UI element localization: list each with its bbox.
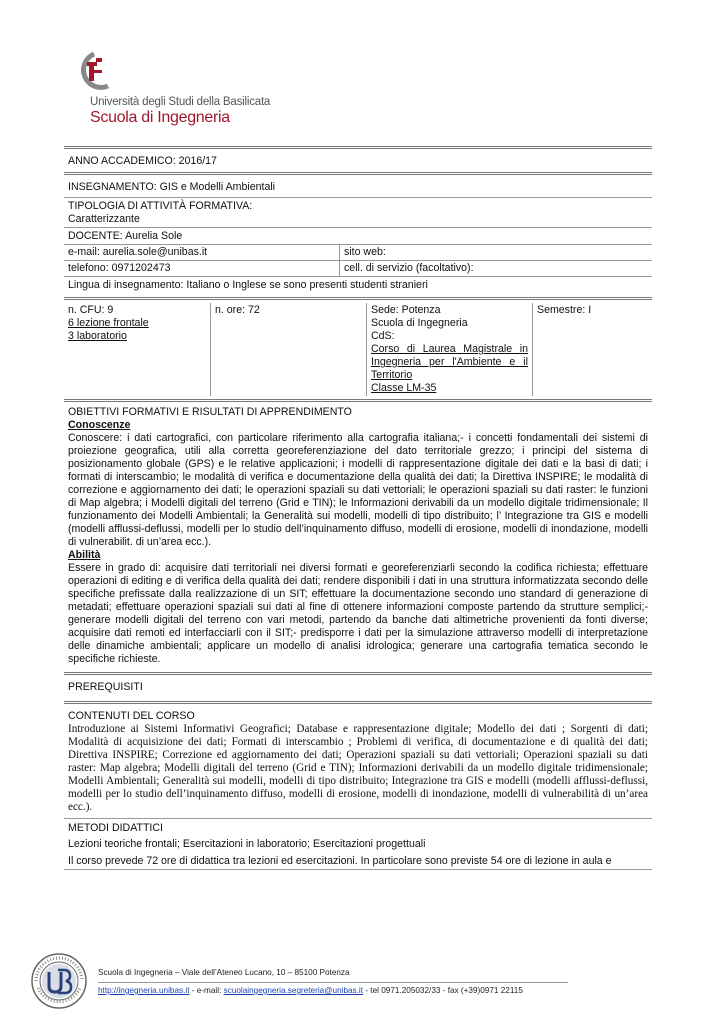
course-name: INSEGNAMENTO: GIS e Modelli Ambientali <box>68 181 276 193</box>
semester-cell <box>532 303 652 396</box>
methods-line1: Lezioni teoriche frontali; Esercitazioni in laboratorio; Esercitazioni progettuali <box>68 838 426 850</box>
objectives-section <box>64 399 652 672</box>
location-school: Scuola di Ingegneria <box>371 317 468 329</box>
language: Lingua di insegnamento: Italiano o Inglese se sono presenti studenti stranieri <box>68 279 428 291</box>
credits-cell <box>64 303 210 396</box>
footer-seal <box>30 952 88 1010</box>
skills-text: Essere in grado di: acquisire dati territoriali nei diversi formati e georeferenziarli secondo la codifica richiesta; effettuare operazioni di editing e di verifica della qualità dei dati; rendere disponibili i dati in una struttura informatizzata secondo delle specifiche prefissate dalla realizzazione di un SIT; effettuare la documentazione secondo uno standard di generazione di metadati; effettuare operazioni spaziali sui dati al fine di ottenere informazioni composte partendo da strutture semplici;- generare modelli digitali del terreno con vari metodi, partendo da banche dati altimetriche provenienti da fonti diverse; acquisire dati remoti ed interfacciarli con il SIT;- predisporre i dati per la simulazione attraverso modelli di interpretazione delle dinamiche ambientali; applicare un modello di analisi idrologica; generare una cartografia tematica secondo le specifiche richieste. <box>68 562 648 665</box>
footer-email-link[interactable]: scuolaingegneria.segreteria@unibas.it <box>223 986 364 995</box>
language-row <box>64 276 652 297</box>
footer-tel: - tel 0971.205032/33 - fax (+39)0971 22115 <box>363 986 523 995</box>
footer-site-link[interactable]: http://ingegneria.unibas.it <box>98 986 190 995</box>
activity-type-label: TIPOLOGIA DI ATTIVITÀ FORMATIVA: <box>68 200 253 212</box>
lecture-credits: 6 lezione frontale <box>68 317 149 329</box>
university-name: Università degli Studi della Basilicata <box>90 96 271 108</box>
contents-section <box>64 701 652 818</box>
location-cell <box>366 303 532 396</box>
semester: Semestre: I <box>537 304 592 316</box>
objectives-title: OBIETTIVI FORMATIVI E RISULTATI DI APPRENDIMENTO <box>68 406 352 418</box>
methods-section <box>64 818 652 869</box>
email: e-mail: aurelia.sole@unibas.it <box>68 246 208 258</box>
methods-title: METODI DIDATTICI <box>68 822 163 834</box>
prerequisites-title: PREREQUISITI <box>68 681 143 693</box>
teacher: DOCENTE: Aurelia Sole <box>68 230 183 242</box>
school-name: Scuola di Ingegneria <box>90 109 230 126</box>
bottom-divider <box>64 869 652 870</box>
website: sito web: <box>339 245 652 260</box>
teacher-row <box>64 227 652 244</box>
contents-text: Introduzione ai Sistemi Informativi Geografici; Database e rappresentazione digitale; Modello dei dati ; Sorgenti di dati; Modalità di acquisizione dei dati; Formati di interscambio ; Problemi di verifica, di documentazione e di qualità dei dati; Direttiva INSPIRE; Correzione ed aggiornamento dei dati; Operazioni spaziali su dati vettoriali; Operazioni spaziali su dati raster: Map algebra; Modelli digitali del terreno (Grid e TIN); Informazioni derivabili da un modello digitale tridimensionale; Modelli Ambientali; Generalità sui modelli, modelli di tipo distribuito; Integrazione tra GIS e modelli (modelli afflussi-deflussi, modelli per lo studio dell’inquinamento diffuso, modelli di erosione, modelli di inondazione, modelli di vulnerabilità di un’area ecc.). <box>68 723 648 813</box>
footer-divider <box>98 982 568 983</box>
university-seal-icon <box>30 952 88 1010</box>
knowledge-title: Conoscenze <box>68 419 131 431</box>
academic-year: ANNO ACCADEMICO: 2016/17 <box>68 155 217 167</box>
hours-cell <box>210 303 366 396</box>
phone: telefono: 0971202473 <box>68 262 171 274</box>
footer-address: Scuola di Ingegneria – Viale dell’Ateneo Lucano, 10 – 85100 Potenza <box>98 968 350 977</box>
degree-class: Classe LM-35 <box>371 382 437 394</box>
service-cell: cell. di servizio (facoltativo): <box>339 261 652 276</box>
lab-credits: 3 laboratorio <box>68 330 127 342</box>
prerequisites-section <box>64 672 652 701</box>
knowledge-text: Conoscere: i dati cartografici, con particolare riferimento alla cartografia italiana;- i concetti fondamentali dei sistemi di proiezione geografica, utili alla corretta georeferenziazione del dato territoriale grezzo; i principi del sistema di posizionamento globale (GPS) e le relative applicazioni; i modelli di rappresentazione digitale dei dati e la basi di dati; i formati di interscambio; le modalità di verifica e documentazione della qualità dei dati; la Direttiva INSPIRE; le modalità di correzione e aggiornamento dei dati; le operazioni spaziali su dati vettoriali; le operazioni spaziali su dati raster: le funzioni di Map algebra; i Modelli digitali del terreno (Grid e TIN); le Informazioni derivabili da un modello digitale tridimensionale; Il funzionamento dei Modelli Ambientali; la Generalità sui modelli, modelli di tipo distribuito; l’ Integrazione tra GIS e modelli (modelli afflussi-deflussi, modelli per lo studio dell’inquinamento diffuso, modelli di erosione, modelli di inondazione, modelli di vulnerabilit. di un’area ecc.). <box>68 432 648 548</box>
skills-title: Abilità <box>68 549 101 561</box>
cds-label: CdS: <box>371 330 395 342</box>
credits-row <box>64 297 652 399</box>
university-emblem-icon <box>70 46 140 96</box>
contents-title: CONTENUTI DEL CORSO <box>68 710 195 722</box>
course-row <box>64 172 652 197</box>
degree-programme: Corso di Laurea Magistrale in Ingegneria per l'Ambiente e il Territorio <box>371 343 528 381</box>
academic-year-row <box>64 146 652 172</box>
activity-type-row <box>64 197 652 227</box>
cfu: n. CFU: 9 <box>68 304 114 316</box>
course-document <box>64 146 652 870</box>
hours: n. ore: 72 <box>215 304 260 316</box>
location: Sede: Potenza <box>371 304 441 316</box>
footer-email-label: - e-mail: <box>189 986 224 995</box>
methods-line2: Il corso prevede 72 ore di didattica tra lezioni ed esercitazioni. In particolare sono previste 54 ore di lezione in aula e <box>68 855 612 867</box>
contact-row <box>64 244 652 260</box>
activity-type-value: Caratterizzante <box>68 213 140 225</box>
footer-contacts <box>98 986 523 995</box>
phone-row <box>64 260 652 276</box>
